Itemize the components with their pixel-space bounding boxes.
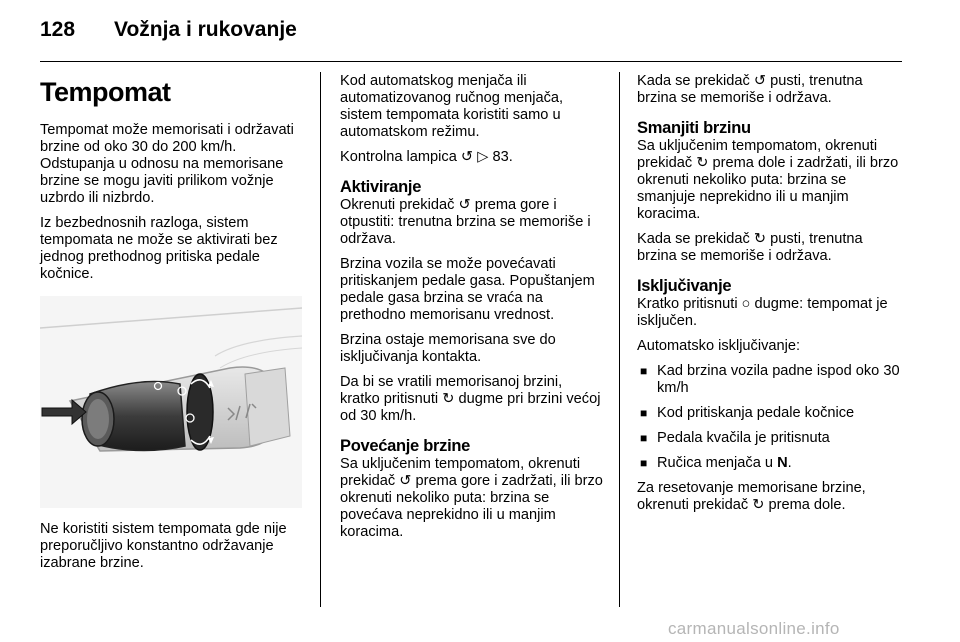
release-down-text-b: pusti, trenutna brzina se memoriše i održava.: [637, 231, 863, 264]
decrease-text-b: prema dole i zadržati, ili brzo okrenuti nekoliko puta: brzina se smanjuje neprekidno ili u manjim koracima.: [637, 155, 899, 222]
transmission-paragraph: Kod automatskog menjača ili automatizovanog ručnog menjača, sistem tempomata koristiti samo u automatskom režimu.: [340, 73, 564, 140]
release-up-paragraph: [637, 73, 905, 107]
warning-caption: Ne koristiti sistem tempomata gde nije preporučljivo konstantno održavanje izabrane brzine.: [40, 521, 287, 571]
cruise-stalk-icon: [40, 296, 302, 508]
release-down-paragraph: [637, 231, 905, 265]
list-item: ■ Kod pritiskanja pedale kočnice: [637, 405, 905, 422]
memory-paragraph: Brzina ostaje memorisana sve do isključivanja kontakta.: [340, 332, 556, 365]
control-lamp-paragraph: [340, 149, 605, 166]
cruise-resume-icon: ↻: [442, 391, 455, 407]
reset-text-a: Za resetovanje memorisane brzine, okrenuti prekidač: [637, 480, 866, 513]
list-item-end: .: [787, 455, 792, 471]
reset-text-b: prema dole.: [768, 497, 846, 513]
list-item: ■ Kad brzina vozila padne ispod oko 30 km/h: [637, 363, 905, 397]
release-up-text-a: Kada se prekidač: [637, 73, 750, 89]
column-3: [637, 73, 905, 522]
activate-text-a: Okrenuti prekidač: [340, 197, 455, 213]
auto-off-list: [637, 363, 905, 472]
resume-paragraph: [340, 374, 605, 425]
page-title: Tempomat: [40, 77, 171, 107]
column-divider-1: [320, 72, 321, 607]
cruise-minus-icon: ↻: [752, 497, 765, 513]
gear-letter: N: [777, 455, 788, 471]
intro-paragraph: Tempomat može memorisati i održavati brzine od oko 30 do 200 km/h. Odstupanja u odnosu na memorisane brzine se mogu javiti prilikom vožnje uzbrdo ili nizbrdo.: [40, 122, 294, 206]
cruise-plus-icon: ↺: [458, 197, 471, 213]
column-1: [40, 73, 305, 291]
stalk-illustration: [40, 296, 302, 508]
cruise-plus-icon: ↺: [460, 149, 474, 165]
page-ref: 83.: [492, 149, 513, 165]
header-rule: [40, 61, 902, 62]
cruise-plus-icon: ↺: [399, 473, 412, 489]
circle-off-icon: ○: [741, 296, 751, 312]
release-down-text-a: Kada se prekidač: [637, 231, 750, 247]
column-divider-2: [619, 72, 620, 607]
heading-off: Isključivanje: [637, 277, 732, 295]
activate-text-b: prema gore i otpustiti: trenutna brzina se memoriše i održava.: [340, 197, 591, 247]
increase-text-b: prema gore i zadržati, ili brzo okrenuti nekoliko puta: brzina se povećava neprekidno ili u manjim koracima.: [340, 473, 603, 540]
off-paragraph: [637, 296, 905, 330]
auto-off-label: Automatsko isključivanje:: [637, 338, 801, 354]
accelerate-paragraph: Brzina vozila se može povećavati pritiskanjem pedale gasa. Popuštanjem pedale gasa brzina se vraća na prethodno memorisanu vrednost.: [340, 256, 595, 323]
resume-text-b: dugme pri brzini većoj od 30 km/h.: [340, 391, 601, 424]
reset-paragraph: [637, 480, 905, 514]
cruise-minus-icon: ↻: [696, 155, 709, 171]
page-header: [40, 18, 900, 48]
resume-text-a: Da bi se vratili memorisanoj brzini, kratko pritisnuti: [340, 374, 563, 407]
safety-paragraph: Iz bezbednosnih razloga, sistem tempomata ne može se aktivirati bez jednog prethodnog pritiska pedale kočnice.: [40, 215, 278, 282]
decrease-paragraph: [637, 138, 905, 223]
watermark[interactable]: carmanualsonline.info: [668, 619, 840, 638]
release-up-text-b: pusti, trenutna brzina se memoriše i održava.: [637, 73, 863, 106]
increase-paragraph: [340, 456, 605, 541]
column-2: [340, 73, 605, 549]
cruise-minus-icon: ↻: [753, 231, 767, 247]
list-item: [637, 455, 905, 472]
decrease-text-a: Sa uključenim tempomatom, okrenuti prekidač: [637, 138, 878, 171]
cruise-plus-icon: ↺: [753, 73, 767, 89]
heading-decrease: Smanjiti brzinu: [637, 119, 751, 137]
off-text-a: Kratko pritisnuti: [637, 296, 738, 312]
running-title: Vožnja i rukovanje: [114, 18, 297, 41]
page-number: 128: [40, 18, 76, 41]
heading-activate: Aktiviranje: [340, 178, 422, 196]
page-ref-triangle-icon: ▷: [477, 149, 489, 165]
heading-increase: Povećanje brzine: [340, 437, 471, 455]
list-item-text: Ručica menjača u: [657, 455, 773, 471]
list-item: ■ Pedala kvačila je pritisnuta: [637, 430, 905, 447]
activate-paragraph: [340, 197, 605, 248]
off-text-b: dugme: tempomat je isključen.: [637, 296, 888, 329]
increase-text-a: Sa uključenim tempomatom, okrenuti prekidač: [340, 456, 581, 489]
control-lamp-label: Kontrolna lampica: [340, 149, 457, 165]
